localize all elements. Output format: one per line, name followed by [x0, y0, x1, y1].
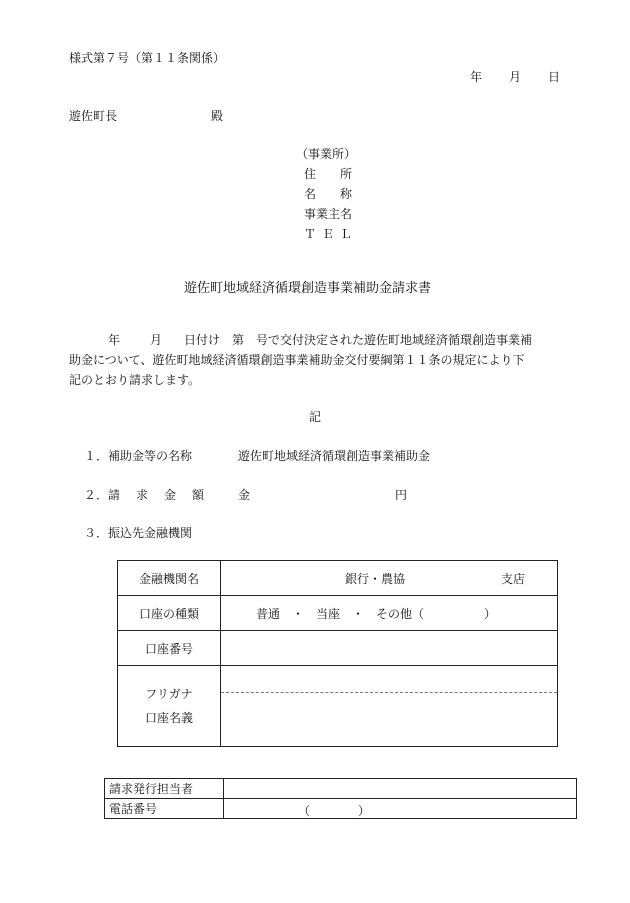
account-type-label: 口座の種類 — [118, 596, 221, 631]
item-2-kin: 金 — [238, 488, 251, 502]
bank-branch: 支店 — [501, 572, 526, 586]
applicant-owner-label: 事業主名 — [304, 207, 353, 221]
date-day: 日 — [547, 70, 560, 84]
account-holder-label-cell — [118, 666, 221, 747]
body-line-3: 記のとおり請求します。 — [69, 373, 201, 387]
contact-person-cell[interactable] — [224, 779, 577, 799]
date-year: 年 — [470, 70, 483, 84]
ki-mark: 記 — [309, 410, 322, 424]
item-3-label: 振込先金融機関 — [108, 526, 193, 540]
account-holder-cell[interactable] — [221, 666, 558, 747]
addressee-title: 遊佐町長 — [69, 109, 118, 123]
item-1-label: 補助金等の名称 — [108, 449, 193, 463]
contact-table — [104, 778, 577, 819]
item-2-label: 請 求 金 額 — [108, 488, 204, 502]
body-line-1: 年 月 日付け 第 号で交付決定された遊佐町地域経済循環創造事業補 — [108, 333, 533, 347]
furigana-divider — [221, 692, 557, 693]
applicant-tel-label: Ｔ Ｅ Ｌ — [304, 227, 352, 241]
date-line — [470, 68, 560, 85]
applicant-office-label: （事業所） — [296, 147, 357, 161]
account-number-label: 口座番号 — [118, 631, 221, 666]
item-2-yen: 円 — [395, 488, 408, 502]
form-number: 様式第７号（第１１条関係） — [69, 51, 226, 65]
applicant-address-label: 住 所 — [304, 167, 352, 181]
contact-person-label: 請求発行担当者 — [105, 779, 224, 799]
bank-options: 銀行・農協 — [345, 572, 406, 586]
addressee-honorific: 殿 — [211, 109, 224, 123]
account-holder-label: 口座名義 — [144, 711, 193, 725]
furigana-label: フリガナ — [145, 687, 193, 701]
account-type-options: 普通 ・ 当座 ・ その他（ ） — [256, 607, 497, 621]
bank-table — [117, 560, 558, 747]
account-type-cell[interactable] — [221, 596, 558, 631]
account-number-cell[interactable] — [221, 631, 558, 666]
contact-phone-parens: （ ） — [298, 804, 371, 818]
document-title: 遊佐町地域経済循環創造事業補助金請求書 — [184, 281, 432, 296]
item-1-number: １． — [84, 449, 109, 463]
body-line-2: 助金について、遊佐町地域経済循環創造事業補助金交付要綱第１１条の規定により下 — [69, 353, 525, 367]
contact-phone-cell[interactable] — [224, 799, 577, 819]
date-month: 月 — [508, 70, 521, 84]
item-1-value: 遊佐町地域経済循環創造事業補助金 — [238, 449, 431, 463]
item-3-number: ３． — [84, 526, 109, 540]
bank-institution-label: 金融機関名 — [118, 561, 221, 596]
applicant-name-label: 名 称 — [304, 187, 352, 201]
item-2-number: ２． — [84, 488, 109, 502]
contact-phone-label: 電話番号 — [105, 799, 224, 819]
bank-institution-cell[interactable] — [221, 561, 558, 596]
